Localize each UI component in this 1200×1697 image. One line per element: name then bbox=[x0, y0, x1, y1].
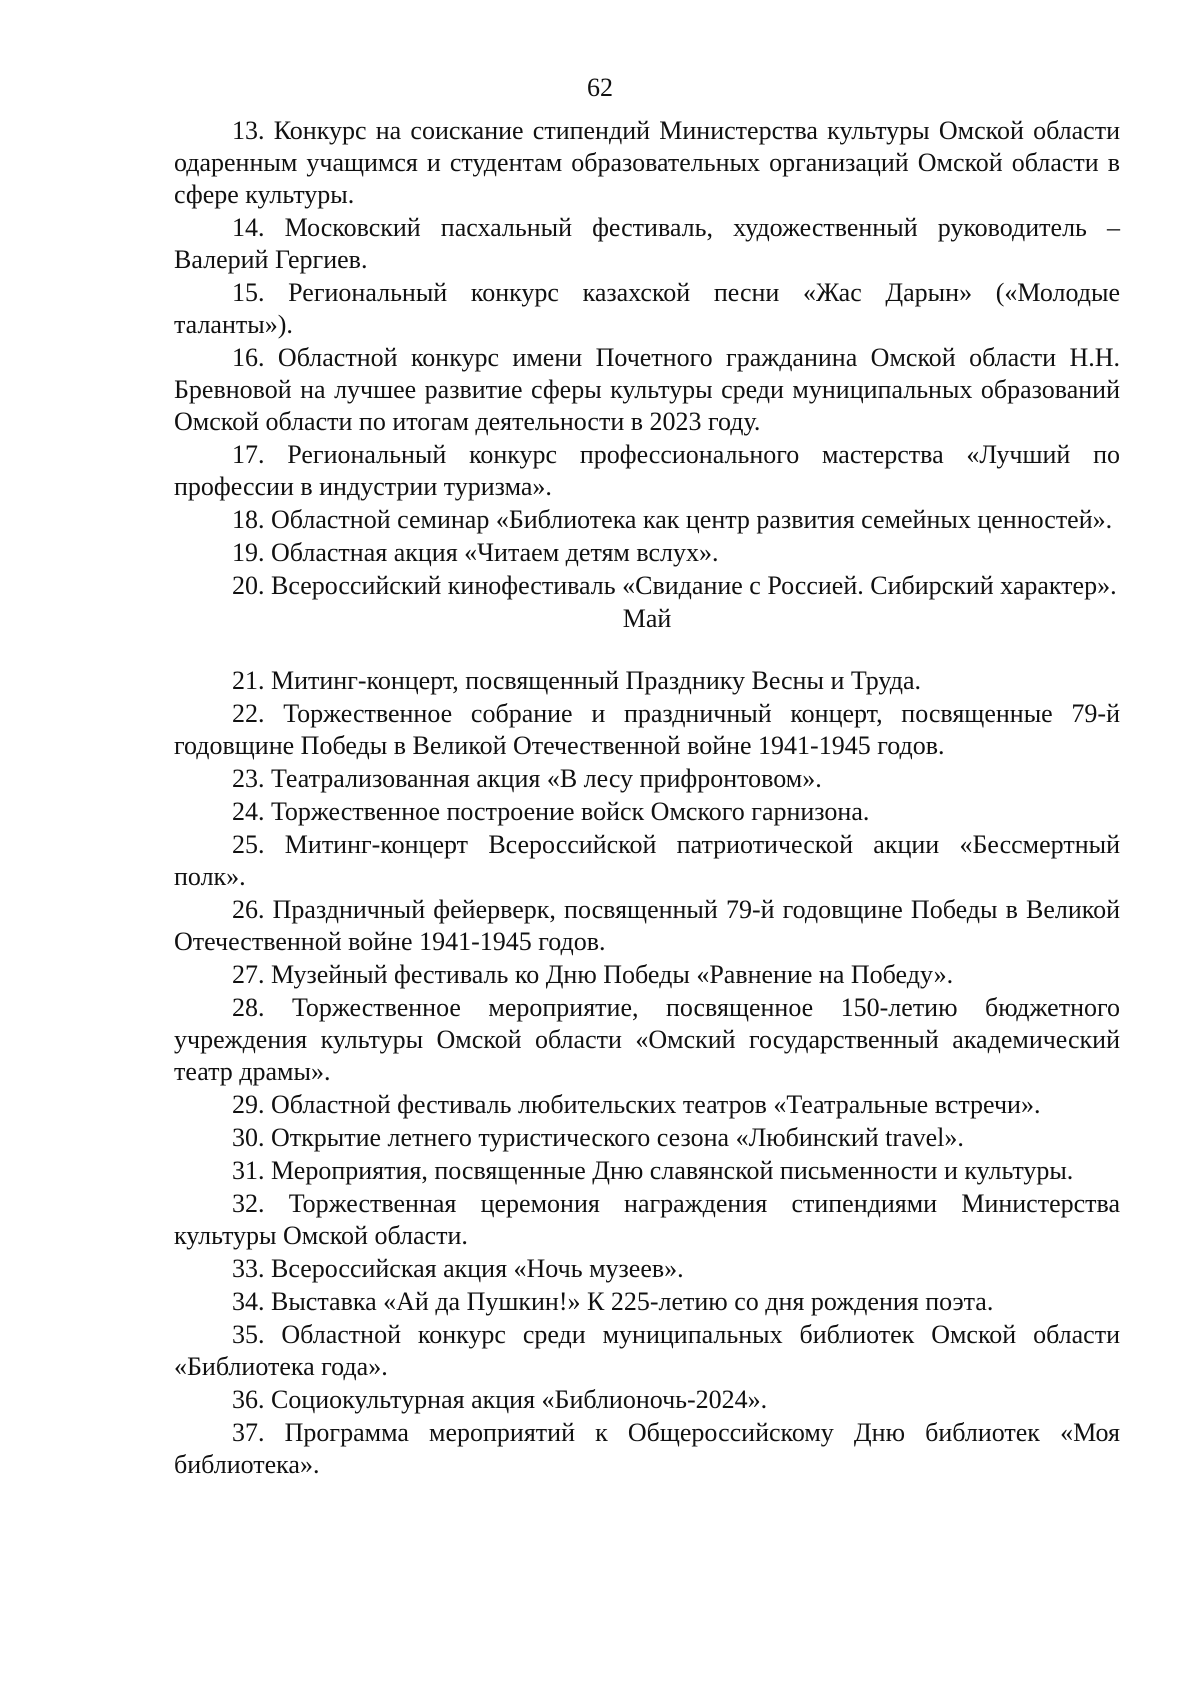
list-item: 37. Программа мероприятий к Общероссийскому Дню библиотек «Моя библиотека». bbox=[174, 1418, 1120, 1479]
list-item: 30. Открытие летнего туристического сезона «Любинский travel». bbox=[232, 1123, 964, 1152]
document-body bbox=[174, 115, 1120, 1482]
list-item: 24. Торжественное построение войск Омского гарнизона. bbox=[232, 797, 870, 826]
list-item: 26. Праздничный фейерверк, посвященный 79-й годовщине Победы в Великой Отечественной войне 1941-1945 годов. bbox=[174, 895, 1120, 956]
list-item: 16. Областной конкурс имени Почетного гражданина Омской области Н.Н. Бревновой на лучшее развитие сферы культуры среди муниципальных образований Омской области по итогам деятельности в 2023 году. bbox=[174, 343, 1120, 436]
section-heading: Май bbox=[622, 604, 672, 633]
list-item: 29. Областной фестиваль любительских театров «Театральные встречи». bbox=[232, 1090, 1041, 1119]
list-item: 25. Митинг-концерт Всероссийской патриотической акции «Бессмертный полк». bbox=[174, 830, 1120, 891]
list-item: 23. Театрализованная акция «В лесу прифронтовом». bbox=[232, 764, 822, 793]
list-item: 36. Социокультурная акция «Библионочь-2024». bbox=[232, 1385, 768, 1414]
list-item: 20. Всероссийский кинофестиваль «Свидание с Россией. Сибирский характер». bbox=[232, 571, 1117, 600]
list-item: 35. Областной конкурс среди муниципальных библиотек Омской области «Библиотека года». bbox=[174, 1320, 1120, 1381]
list-item: 31. Мероприятия, посвященные Дню славянской письменности и культуры. bbox=[232, 1156, 1074, 1185]
list-item: 13. Конкурс на соискание стипендий Министерства культуры Омской области одаренным учащимся и студентам образовательных организаций Омской области в сфере культуры. bbox=[174, 116, 1120, 209]
list-item: 21. Митинг-концерт, посвященный Празднику Весны и Труда. bbox=[232, 666, 922, 695]
list-item: 32. Торжественная церемония награждения стипендиями Министерства культуры Омской области. bbox=[174, 1189, 1120, 1250]
list-item: 15. Региональный конкурс казахской песни «Жас Дарын» («Молодые таланты»). bbox=[174, 278, 1120, 339]
list-item: 33. Всероссийская акция «Ночь музеев». bbox=[232, 1254, 684, 1283]
list-item: 17. Региональный конкурс профессионального мастерства «Лучший по профессии в индустрии туризма». bbox=[174, 440, 1120, 501]
list-item: 18. Областной семинар «Библиотека как центр развития семейных ценностей». bbox=[232, 505, 1113, 534]
list-item: 28. Торжественное мероприятие, посвященное 150-летию бюджетного учреждения культуры Омской области «Омский государственный академический театр драмы». bbox=[174, 993, 1120, 1086]
list-item: 19. Областная акция «Читаем детям вслух». bbox=[232, 538, 719, 567]
list-item: 14. Московский пасхальный фестиваль, художественный руководитель – Валерий Гергиев. bbox=[174, 213, 1120, 274]
page-number: 62 bbox=[587, 73, 613, 102]
list-item: 34. Выставка «Ай да Пушкин!» К 225-летию со дня рождения поэта. bbox=[232, 1287, 994, 1316]
list-item: 27. Музейный фестиваль ко Дню Победы «Равнение на Победу». bbox=[232, 960, 954, 989]
list-item: 22. Торжественное собрание и праздничный концерт, посвященные 79-й годовщине Победы в Великой Отечественной войне 1941-1945 годов. bbox=[174, 699, 1120, 760]
